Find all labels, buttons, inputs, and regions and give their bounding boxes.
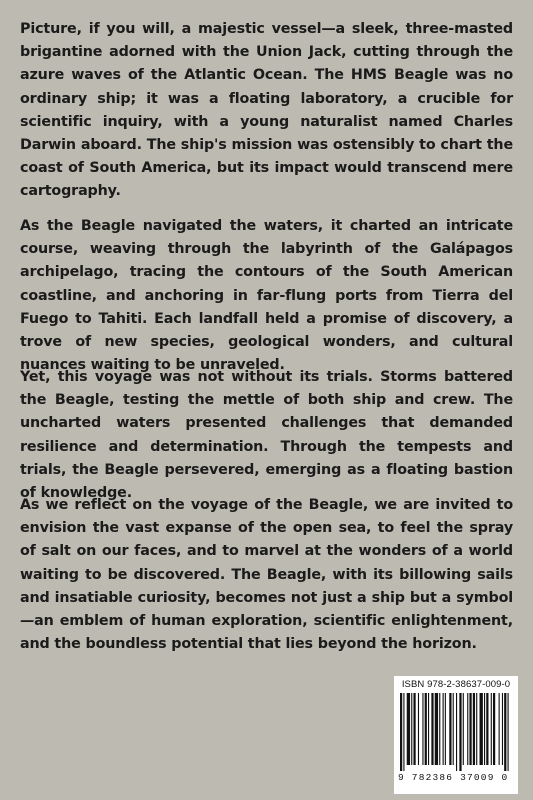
isbn-label: ISBN 978-2-38637-009-0: [401, 679, 511, 690]
barcode-bar: [453, 693, 454, 765]
barcode-bar: [493, 693, 495, 765]
barcode-bar: [445, 693, 446, 765]
barcode-bar: [456, 693, 457, 771]
barcode-bar: [473, 693, 475, 765]
barcode-bar: [435, 693, 438, 765]
barcode-bar: [469, 693, 471, 765]
barcode-bar: [480, 693, 483, 765]
barcode-bar: [425, 693, 427, 765]
barcode-bar: [476, 693, 477, 765]
blurb-paragraph-2: As the Beagle navigated the waters, it charted an intricate course, weaving through the labyrinth of the Galápagos archipelago, tracing the contours of the South American coastline, and anchoring in far-flung ports from Tierra del Fuego to Tahiti. Each landfall held a promise of discovery, a trove of new species, geological wonders, and cultural nuances waiting to be unraveled.: [20, 218, 513, 374]
barcode-bar: [431, 693, 433, 765]
barcode-bar: [508, 693, 509, 771]
barcode-bar: [418, 693, 419, 765]
barcode-bar: [422, 693, 423, 765]
barcode-bar: [467, 693, 468, 765]
barcode-bar: [439, 693, 440, 765]
barcode-bar: [428, 693, 429, 765]
blurb-paragraph-4: As we reflect on the voyage of the Beagle, we are invited to envision the vast expanse of the open sea, to feel the spray of salt on our faces, and to marvel at the wonders of a world waiting to be discovered. The Beagle, with its billowing sails and insatiable curiosity, becomes not just a ship but a symbol—an emblem of human exploration, scientific enlightenment, and the boundless potential that lies beyond the horizon.: [20, 497, 513, 653]
barcode-bar: [400, 693, 402, 771]
barcode-bar: [491, 693, 492, 765]
barcode-bar: [502, 693, 503, 765]
barcode-bar: [403, 693, 404, 771]
barcode-bar: [449, 693, 451, 765]
barcode-bars-graphic: [400, 693, 512, 771]
blurb-paragraph-3: Yet, this voyage was not without its trials. Storms battered the Beagle, testing the mettle of both ship and crew. The uncharted waters presented challenges that demanded resilience and determination. Through the tempests and trials, the Beagle persevered, emerging as a floating bastion of knowledge.: [20, 369, 513, 502]
barcode-bar: [459, 693, 461, 771]
barcode-bar: [484, 693, 485, 765]
barcode-bar: [463, 693, 464, 765]
barcode-bar: [413, 693, 415, 765]
isbn-barcode: [394, 676, 518, 794]
barcode-bar: [443, 693, 444, 765]
blurb-paragraph-1: Picture, if you will, a majestic vessel—a sleek, three-masted brigantine adorned with the Union Jack, cutting through the azure waves of the Atlantic Ocean. The HMS Beagle was no ordinary ship; it was a floating laboratory, a crucible for scientific inquiry, with a young naturalist named Charles Darwin aboard. The ship's mission was ostensibly to chart the coast of South America, but its impact would transcend mere cartography.: [20, 21, 513, 200]
barcode-digits: 9 782386 37009 0: [398, 772, 509, 783]
barcode-bar: [407, 693, 410, 765]
barcode-bar: [411, 693, 412, 765]
barcode-bar: [486, 693, 488, 765]
barcode-bar: [504, 693, 506, 771]
barcode-bar: [499, 693, 500, 765]
